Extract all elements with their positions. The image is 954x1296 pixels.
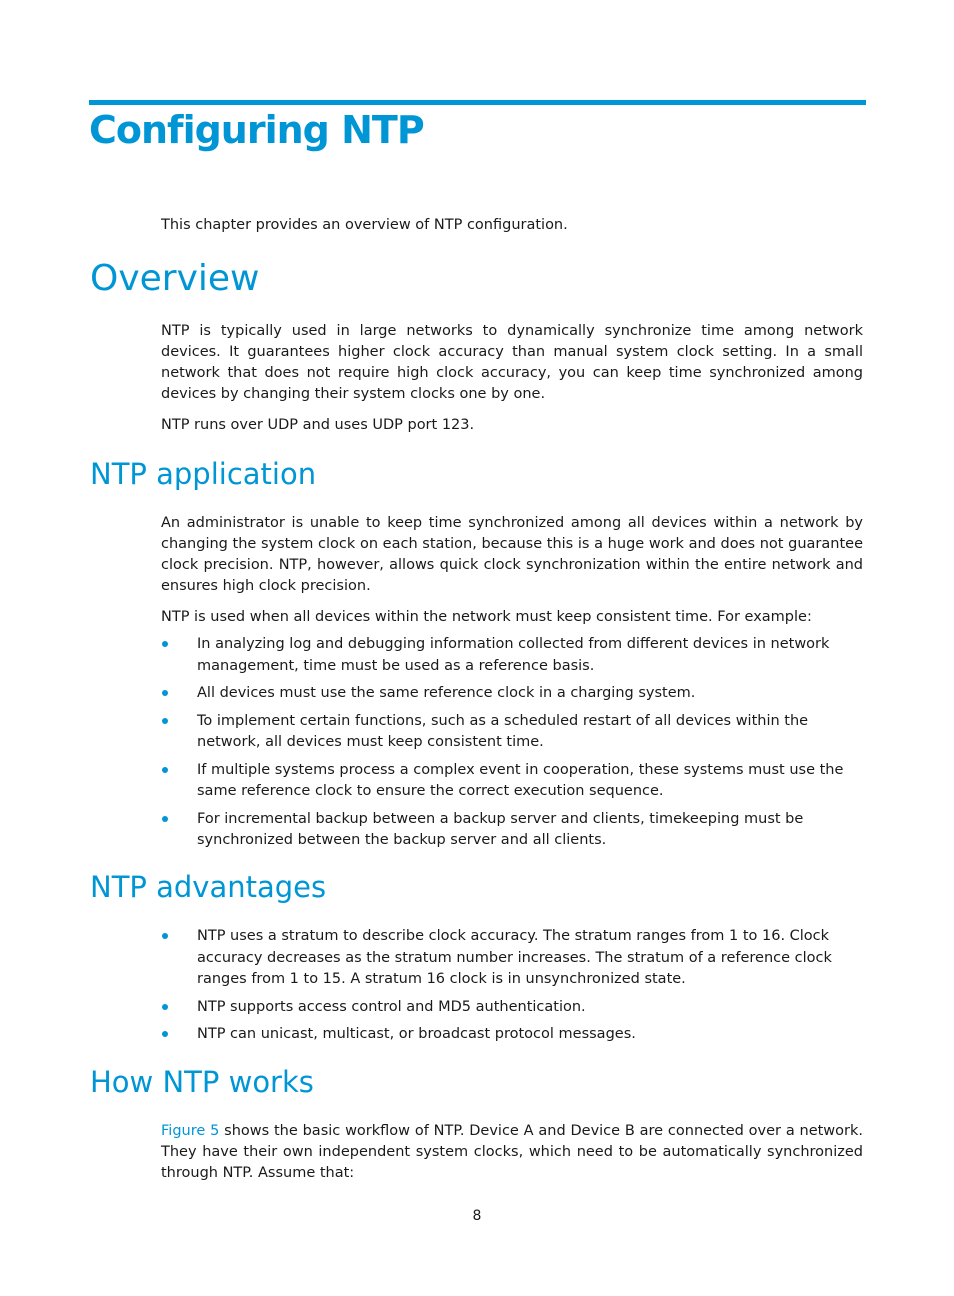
list-item [161,926,863,991]
figure-link[interactable]: Figure 5 [161,1123,220,1139]
overview-paragraph: NTP is typically used in large networks to dynamically synchronize time among network devices. It guarantees higher clock accuracy than manual system clock setting. In a small network that does not require high clock accuracy, you can keep time synchronized among devices by changing their system clocks one by one. [161,323,863,402]
intro-text: This chapter provides an overview of NTP configuration. [161,217,568,233]
list-item [161,760,863,803]
application-list [161,634,863,852]
list-item-text: All devices must use the same reference clock in a charging system. [197,685,696,701]
how-ntp-works-paragraph [161,1121,863,1184]
list-item [161,634,863,677]
overview-paragraph: NTP runs over UDP and uses UDP port 123. [161,417,475,433]
bullet-icon [162,718,168,724]
list-item [161,683,863,705]
list-item [161,997,863,1019]
bullet-icon [162,641,168,647]
list-item-text: NTP supports access control and MD5 authentication. [197,998,586,1015]
list-item-text: NTP can unicast, multicast, or broadcast protocol messages. [197,1026,636,1042]
overview-heading: Overview [90,258,260,299]
list-item-text: For incremental backup between a backup server and clients, timekeeping must be synchronized between the backup server and all clients. [197,810,804,848]
list-item-text: If multiple systems process a complex event in cooperation, these systems must use the same reference clock to ensure the correct execution sequence. [197,761,844,799]
application-heading: NTP application [90,457,317,491]
list-item [161,1024,863,1046]
paragraph-text: shows the basic workflow of NTP. Device A and Device B are connected over a network. They have their own independent system clocks, which need to be automatically synchronized through NTP. Assume that: [161,1123,864,1181]
chapter-rule [89,100,866,105]
bullet-icon [162,933,168,939]
list-item-text: NTP uses a stratum to describe clock accuracy. The stratum ranges from 1 to 16. Clock accuracy decreases as the stratum number increases. The stratum of a reference clock ranges from 1 to 15. A stratum 16 clock is in unsynchronized state. [197,928,832,987]
bullet-icon [162,767,168,773]
list-item [161,809,863,852]
advantages-heading: NTP advantages [90,870,327,904]
list-item-text: In analyzing log and debugging information collected from different devices in network management, time must be used as a reference basis. [197,636,830,674]
bullet-icon [162,690,168,696]
page-number: 8 [472,1208,482,1224]
application-paragraph: An administrator is unable to keep time synchronized among all devices within a network by changing the system clock on each station, because this is a huge work and does not guarantee clock precision. NTP, however, allows quick clock synchronization within the entire network and ensures high clock precision. [161,515,863,594]
bullet-icon [162,1004,168,1010]
list-item-text: To implement certain functions, such as a scheduled restart of all devices within the network, all devices must keep consistent time. [197,712,809,750]
bullet-icon [162,816,168,822]
chapter-title: Configuring NTP [89,108,424,152]
application-paragraph: NTP is used when all devices within the network must keep consistent time. For example: [161,609,812,625]
list-item [161,711,863,754]
advantages-list [161,926,863,1046]
bullet-icon [162,1031,168,1037]
how-ntp-works-heading: How NTP works [90,1065,314,1099]
